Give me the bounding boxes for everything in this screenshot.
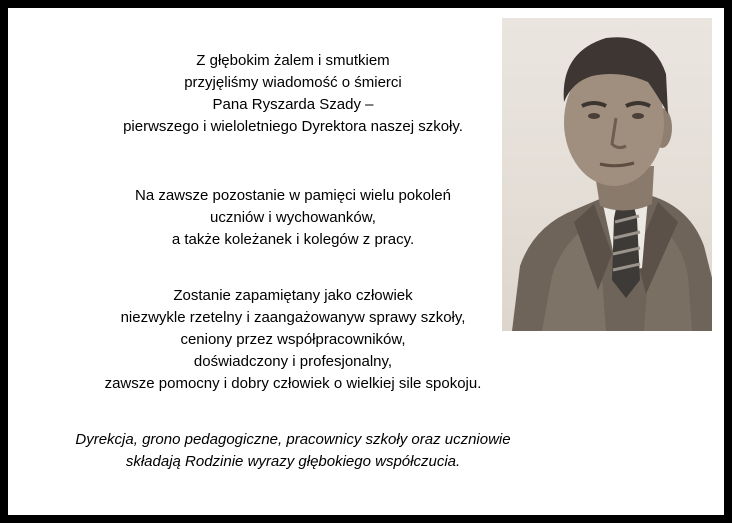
text-line: Dyrekcja, grono pedagogiczne, pracownicy szkoły oraz uczniowie xyxy=(75,431,511,448)
text-line: a także koleżanek i kolegów z pracy. xyxy=(171,231,415,248)
text-line: Na zawsze pozostanie w pamięci wielu pokoleń xyxy=(135,187,451,204)
text-line: zawsze pomocny i dobry człowiek o wielkiej sile spokoju. xyxy=(104,375,482,392)
text-line: Zostanie zapamiętany jako człowiek xyxy=(173,287,413,304)
obituary-card xyxy=(8,8,724,515)
closing-signature xyxy=(8,429,578,473)
tribute-paragraph xyxy=(8,285,578,395)
condolence-paragraph xyxy=(8,50,578,138)
memory-paragraph xyxy=(8,185,578,251)
text-line: Z głębokim żalem i smutkiem xyxy=(196,52,390,69)
text-line: ceniony przez współpracowników, xyxy=(180,331,406,348)
portrait-photo xyxy=(502,18,712,331)
text-line: pierwszego i wieloletniego Dyrektora naszej szkoły. xyxy=(123,118,463,135)
text-line: Pana Ryszarda Szady – xyxy=(212,96,374,113)
text-line: doświadczony i profesjonalny, xyxy=(193,353,393,370)
text-line: niezwykle rzetelny i zaangażowanyw sprawy szkoły, xyxy=(120,309,466,326)
text-line: przyjęliśmy wiadomość o śmierci xyxy=(184,74,402,91)
text-line: uczniów i wychowanków, xyxy=(210,209,376,226)
text-line: składają Rodzinie wyrazy głębokiego współczucia. xyxy=(125,453,461,470)
